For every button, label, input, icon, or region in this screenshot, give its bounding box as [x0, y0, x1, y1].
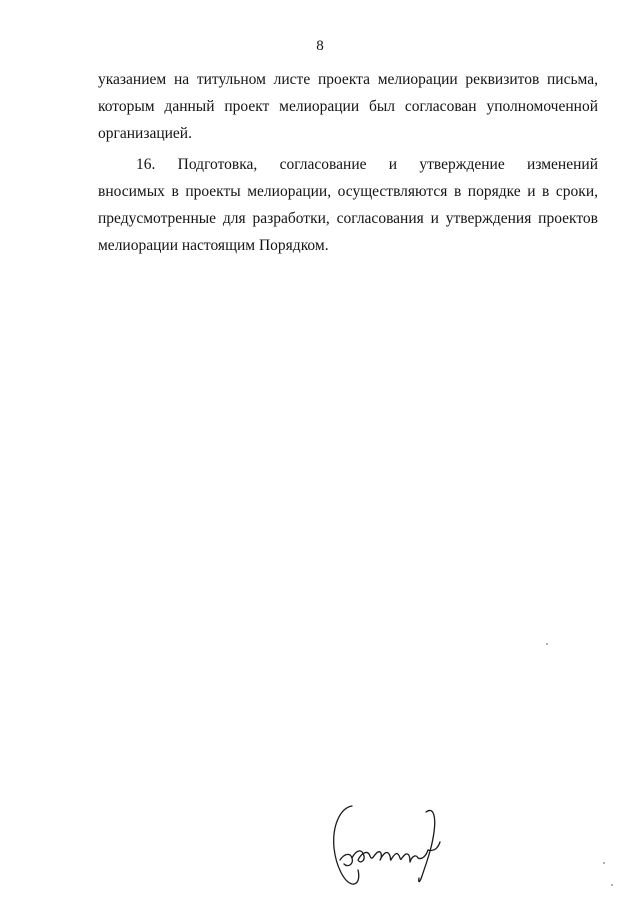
scan-speck	[611, 884, 613, 886]
page-number: 8	[316, 38, 324, 54]
paragraph-line: указанием на титульном листе проекта мелиорации реквизитов письма,	[98, 71, 598, 88]
scan-speck	[546, 643, 548, 645]
paragraph-1	[98, 66, 598, 147]
paragraph-2	[98, 151, 598, 259]
handwritten-signature-icon	[330, 798, 445, 888]
paragraph-line: организацией.	[98, 125, 192, 142]
paragraph-line: 16. Подготовка, согласование и утверждение изменений	[136, 156, 598, 173]
document-body	[98, 66, 598, 259]
paragraph-line: вносимых в проекты мелиорации, осуществляются в порядке и в сроки,	[98, 183, 598, 200]
paragraph-line: которым данный проект мелиорации был согласован уполномоченной	[98, 98, 598, 115]
paragraph-line: предусмотренные для разработки, согласования и утверждения проектов	[98, 210, 598, 227]
paragraph-line: мелиорации настоящим Порядком.	[98, 237, 329, 254]
scan-speck	[603, 862, 605, 864]
